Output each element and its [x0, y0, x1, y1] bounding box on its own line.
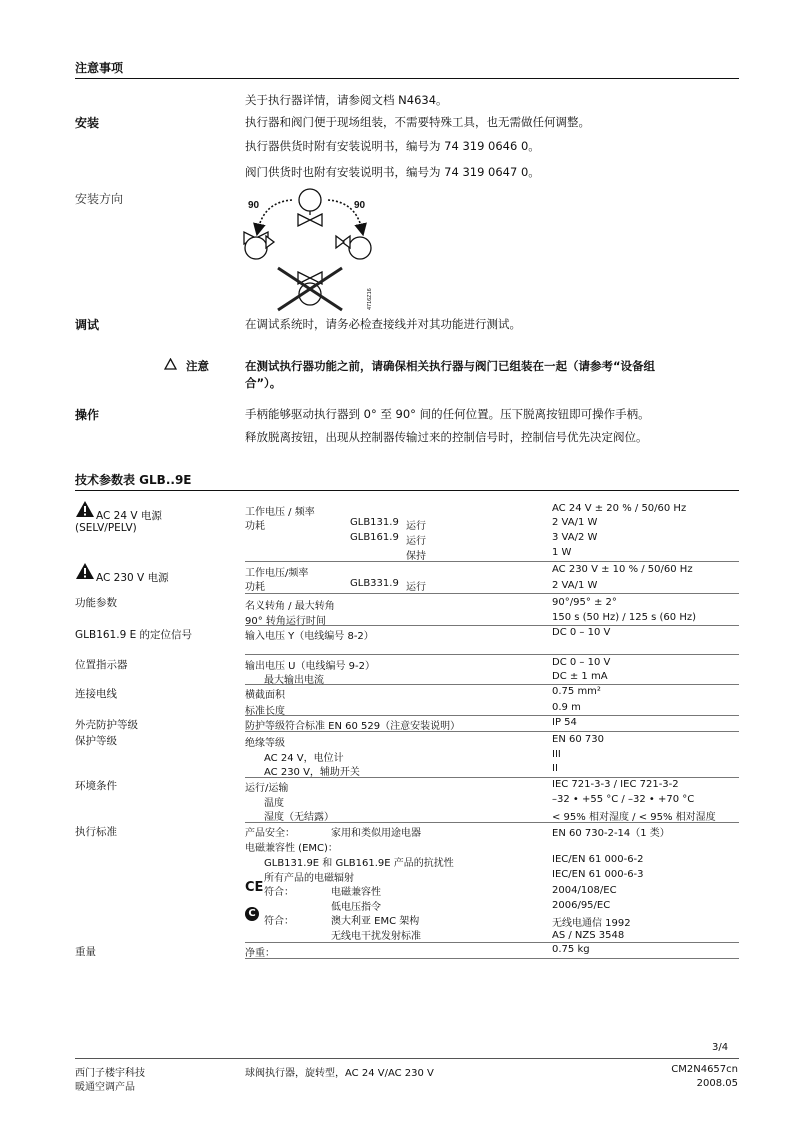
table-cell: 电磁兼容性	[331, 887, 381, 898]
protection-label: 保护等级	[75, 735, 117, 747]
table-cell: 最大输出电流	[264, 675, 324, 686]
table-value: –32 • +55 °C / –32 • +70 °C	[552, 794, 695, 805]
ac24-sublabel: (SELV/PELV)	[75, 522, 137, 534]
commission-text: 在调试系统时，请务必检查接线并对其功能进行测试。	[245, 317, 521, 331]
weight-label: 重量	[75, 946, 96, 958]
table-value: DC 0 – 10 V	[552, 657, 611, 668]
caution-label: 注意	[186, 359, 209, 373]
table-cell: AC 230 V，辅助开关	[264, 767, 360, 778]
table-cell: 防护等级符合标准 EN 60 529（注意安装说明）	[245, 721, 461, 732]
row-divider	[245, 822, 739, 823]
header-divider	[75, 78, 739, 79]
page-title: 注意事项	[75, 61, 124, 75]
table-value: AC 230 V ± 10 % / 50/60 Hz	[552, 564, 693, 575]
footer-company: 西门子楼宇科技	[75, 1068, 145, 1079]
table-cell: 运行	[406, 582, 426, 593]
install-line-2: 执行器供货时附有安装说明书，编号为 74 319 0646 0。	[245, 139, 540, 153]
table-value: 0.75 kg	[552, 944, 590, 955]
valve-right-icon	[336, 236, 371, 259]
table-cell: 保持	[406, 551, 426, 562]
housing-label: 外壳防护等级	[75, 719, 138, 731]
table-value: III	[552, 749, 561, 760]
footer-doc-number: CM2N4657cn	[671, 1064, 738, 1075]
table-value: 3 VA/2 W	[552, 532, 598, 543]
table-cell: 净重：	[245, 948, 275, 959]
table-value: 2 VA/1 W	[552, 517, 598, 528]
table-value: 0.9 m	[552, 702, 581, 713]
table-value: DC ± 1 mA	[552, 671, 608, 682]
tech-divider	[75, 490, 739, 491]
table-cell: GLB131.9E 和 GLB161.9E 产品的抗扰性	[264, 858, 454, 869]
hazard-icon	[75, 500, 95, 518]
c-tick-mark-icon: C	[245, 907, 259, 921]
ac24-label: AC 24 V 电源	[96, 510, 162, 522]
environment-label: 环境条件	[75, 780, 117, 792]
table-cell: 家用和类似用途电器	[331, 828, 421, 839]
page-number: 3/4	[712, 1042, 729, 1053]
table-value: 2006/95/EC	[552, 900, 611, 911]
table-value: EN 60 730-2-14（1 类）	[552, 828, 670, 839]
table-cell: 温度	[264, 798, 284, 809]
table-cell: 澳大利亚 EMC 架构	[331, 916, 420, 927]
table-cell: 绝缘等级	[245, 738, 285, 749]
table-cell: 工作电压 / 频率	[245, 507, 315, 518]
row-divider	[245, 958, 739, 959]
orientation-label: 安装方向	[75, 192, 124, 206]
commission-label: 调试	[75, 318, 100, 332]
valve-top-icon	[298, 189, 322, 226]
caution-line-2: 合”）。	[245, 376, 282, 390]
positioning-label: GLB161.9 E 的定位信号	[75, 629, 193, 641]
install-label: 安装	[75, 116, 100, 130]
table-value: 2004/108/EC	[552, 885, 617, 896]
table-value: 0.75 mm²	[552, 686, 601, 697]
table-value: IEC 721-3-3 / IEC 721-3-2	[552, 779, 679, 790]
row-divider	[245, 777, 739, 778]
row-divider	[245, 731, 739, 732]
table-value: EN 60 730	[552, 734, 604, 745]
hazard-icon	[75, 562, 95, 580]
table-cell: 湿度（无结露）	[264, 812, 334, 823]
table-value: AS / NZS 3548	[552, 930, 625, 941]
arc-left-icon	[258, 200, 292, 230]
table-cell: 标准长度	[245, 706, 285, 717]
angle-right: 90	[354, 200, 366, 211]
table-cell: 产品安全：	[245, 828, 295, 839]
table-cell: 工作电压/频率	[245, 568, 309, 579]
table-value: IEC/EN 61 000-6-3	[552, 869, 644, 880]
table-cell: 功耗	[245, 582, 265, 593]
ce-mark-icon: CE	[245, 880, 264, 895]
footer-division: 暖通空调产品	[75, 1082, 135, 1093]
row-divider	[245, 593, 739, 594]
footer-product: 球阀执行器，旋转型，AC 24 V/AC 230 V	[245, 1068, 434, 1079]
table-cell: 低电压指令	[331, 902, 381, 913]
row-divider	[245, 625, 739, 626]
table-cell: 输出电压 U（电线编号 9-2）	[245, 661, 376, 672]
table-value: IP 54	[552, 717, 577, 728]
row-divider	[245, 654, 739, 655]
row-divider	[245, 942, 739, 943]
intro-text: 关于执行器详情，请参阅文档 N4634。	[245, 93, 448, 107]
table-value: 90°/95° ± 2°	[552, 597, 617, 608]
orientation-diagram	[240, 184, 380, 316]
table-cell: 符合：	[264, 916, 294, 927]
table-cell: AC 24 V，电位计	[264, 753, 344, 764]
footer-divider	[75, 1058, 739, 1059]
table-cell: GLB331.9	[350, 578, 399, 589]
indicator-label: 位置指示器	[75, 659, 128, 671]
ac230-label: AC 230 V 电源	[96, 572, 169, 584]
caution-line-1: 在测试执行器功能之前，请确保相关执行器与阀门已组装在一起（请参考“设备组	[245, 359, 656, 373]
table-value: 无线电通信 1992	[552, 918, 631, 929]
table-cell: 运行	[406, 536, 426, 547]
warning-triangle-icon	[164, 358, 177, 370]
table-value: DC 0 – 10 V	[552, 627, 611, 638]
valve-left-icon	[244, 232, 274, 259]
operation-line-1: 手柄能够驱动执行器到 0° 至 90° 间的任何位置。压下脱离按钮即可操作手柄。	[245, 407, 650, 421]
diagram-code: 4716Z16	[367, 288, 373, 310]
table-value: < 95% 相对湿度 / < 95% 相对湿度	[552, 812, 716, 823]
operation-label: 操作	[75, 408, 100, 422]
footer-date: 2008.05	[696, 1078, 738, 1089]
table-cell: 名义转角 / 最大转角	[245, 601, 335, 612]
table-cell: GLB131.9	[350, 517, 399, 528]
angle-left: 90	[248, 200, 260, 211]
row-divider	[245, 684, 739, 685]
standards-label: 执行标准	[75, 826, 117, 838]
table-cell: GLB161.9	[350, 532, 399, 543]
table-cell: 运行/运输	[245, 783, 289, 794]
install-line-1: 执行器和阀门便于现场组装，不需要特殊工具，也无需做任何调整。	[245, 115, 590, 129]
table-cell: 电磁兼容性 (EMC)：	[245, 843, 338, 854]
table-value: 2 VA/1 W	[552, 580, 598, 591]
table-cell: 无线电干扰发射标准	[331, 931, 421, 942]
table-cell: 输入电压 Y（电线编号 8-2）	[245, 631, 374, 642]
table-value: 150 s (50 Hz) / 125 s (60 Hz)	[552, 612, 696, 623]
function-label: 功能参数	[75, 597, 117, 609]
row-divider	[245, 561, 739, 562]
table-cell: 所有产品的电磁辐射	[264, 873, 354, 884]
table-cell: 90° 转角运行时间	[245, 616, 326, 627]
table-cell: 功耗	[245, 521, 265, 532]
table-value: AC 24 V ± 20 % / 50/60 Hz	[552, 503, 687, 514]
table-cell: 运行	[406, 521, 426, 532]
table-value: 1 W	[552, 547, 572, 558]
table-value: II	[552, 763, 558, 774]
install-line-3: 阀门供货时也附有安装说明书，编号为 74 319 0647 0。	[245, 165, 540, 179]
cable-label: 连接电线	[75, 688, 117, 700]
tech-title: 技术参数表 GLB..9E	[75, 473, 192, 487]
table-value: IEC/EN 61 000-6-2	[552, 854, 644, 865]
table-cell: 横截面积	[245, 690, 285, 701]
row-divider	[245, 715, 739, 716]
table-cell: 符合：	[264, 887, 294, 898]
operation-line-2: 释放脱离按钮，出现从控制器传输过来的控制信号时，控制信号优先决定阀位。	[245, 430, 648, 444]
